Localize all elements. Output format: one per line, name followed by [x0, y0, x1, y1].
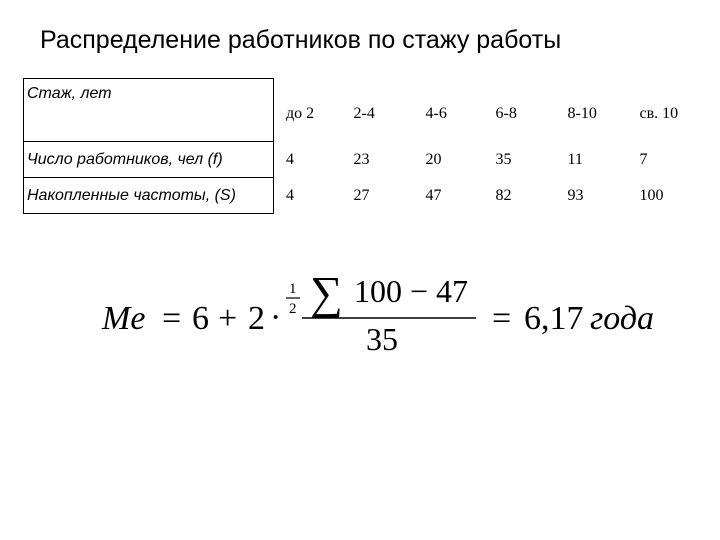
half-denominator: 2: [289, 301, 297, 317]
formula-equals: =: [492, 300, 512, 337]
table-cell: 4: [286, 150, 294, 168]
fraction-denominator: 35: [366, 321, 398, 357]
median-formula: [100, 268, 680, 358]
formula-unit: года: [590, 300, 655, 337]
table-row: [24, 178, 709, 214]
column-header: 8-10: [567, 105, 597, 122]
formula-term: 6: [192, 300, 209, 337]
table-cell: 93: [567, 186, 584, 204]
table-cell: 27: [353, 186, 370, 204]
fraction-numerator: 100 − 47: [354, 273, 469, 309]
table-cell: 35: [495, 150, 512, 168]
formula-term: 2: [248, 300, 265, 337]
table-row: [24, 142, 709, 178]
table-cell: 23: [353, 150, 370, 168]
header-label: Стаж, лет: [24, 79, 274, 142]
column-header: 4-6: [425, 105, 447, 122]
formula-dot: ·: [270, 299, 282, 336]
table-cell: 20: [425, 150, 442, 168]
table-cell: 82: [495, 186, 512, 204]
table-cell: 47: [425, 186, 442, 204]
slide-title: Распределение работников по стажу работы: [40, 26, 562, 54]
column-header: 6-8: [495, 105, 517, 122]
half-numerator: 1: [289, 281, 297, 297]
sigma-symbol: ∑: [310, 268, 343, 318]
row-label: Число работников, чел (f): [24, 142, 274, 178]
row-label: Накопленные частоты, (S): [24, 178, 274, 214]
data-table: [23, 78, 709, 214]
column-header: до 2: [286, 105, 315, 122]
column-header: св. 10: [639, 105, 679, 122]
formula-result: 6,17: [524, 300, 584, 337]
table-cell: 100: [639, 186, 664, 204]
header-row: [24, 79, 709, 142]
formula-lhs: Me: [102, 300, 146, 337]
table-cell: 7: [639, 150, 648, 168]
table-cell: 4: [286, 186, 294, 204]
formula-equals: =: [162, 300, 182, 337]
formula-plus: +: [218, 300, 238, 337]
table-cell: 11: [567, 150, 583, 168]
column-header: 2-4: [353, 105, 375, 122]
